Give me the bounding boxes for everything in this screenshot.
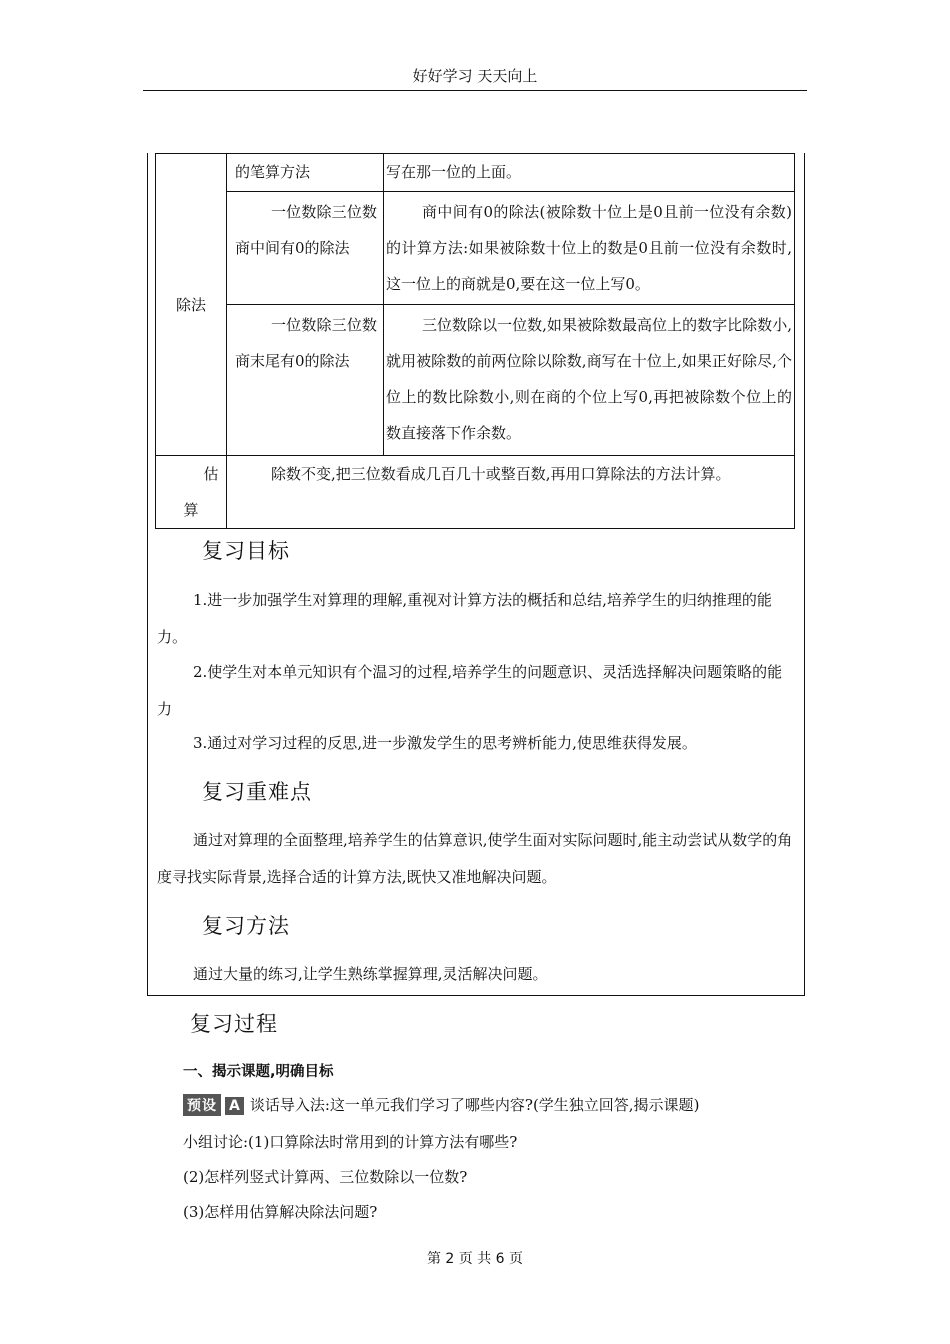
- table-row: [156, 154, 795, 192]
- table-row: [156, 192, 795, 305]
- preset-badge: 预设: [183, 1094, 221, 1116]
- division-label-cell: [156, 154, 227, 456]
- section-heading: 一、揭示课题,明确目标: [183, 1064, 334, 1080]
- method-title: 复习方法: [202, 914, 290, 938]
- process-title: 复习过程: [190, 1012, 278, 1036]
- page-footer: 第 2 页 共 6 页: [426, 1251, 524, 1267]
- method-text: 一位数除三位数商中间有0的除法: [235, 203, 377, 257]
- desc-text: 写在那一位的上面。: [386, 163, 522, 181]
- method-cell: [227, 192, 384, 305]
- goals-title: 复习目标: [202, 539, 290, 563]
- question-line: (3)怎样用估算解决除法问题?: [183, 1203, 378, 1221]
- table-row: [156, 305, 795, 456]
- page-header: 好好学习 天天向上: [143, 62, 807, 91]
- division-label: 除法: [175, 296, 206, 314]
- key-points-title: 复习重难点: [202, 780, 312, 804]
- intro-text: 谈话导入法:这一单元我们学习了哪些内容?(学生独立回答,揭示课题): [249, 1096, 700, 1114]
- question-line: (2)怎样列竖式计算两、三位数除以一位数?: [183, 1168, 468, 1186]
- intro-line: [183, 1094, 699, 1116]
- method-cell: [227, 154, 384, 192]
- table-row: [156, 456, 795, 529]
- method-text: 的笔算方法: [235, 163, 311, 181]
- desc-cell: [384, 154, 795, 192]
- desc-cell: [384, 305, 795, 456]
- discussion-line: 小组讨论:(1)口算除法时常用到的计算方法有哪些?: [183, 1133, 518, 1151]
- desc-text: 商中间有0的除法(被除数十位上是0且前一位没有余数)的计算方法:如果被除数十位上的数是0且前一位没有余数时,这一位上的商就是0,要在这一位上写0。: [386, 203, 792, 293]
- method-cell: [227, 305, 384, 456]
- desc-cell: [384, 192, 795, 305]
- estimate-label: 估: [203, 465, 219, 483]
- goal-item: 1.进一步加强学生对算理的理解,重视对计算方法的概括和总结,培养学生的归纳推理的能力。: [157, 591, 772, 646]
- key-points-text: 通过对算理的全面整理,培养学生的估算意识,使学生面对实际问题时,能主动尝试从数学的角度寻找实际背景,选择合适的计算方法,既快又准地解决问题。: [157, 831, 793, 886]
- estimate-desc-cell: [227, 456, 795, 529]
- review-table: [155, 153, 795, 529]
- method-text: 一位数除三位数商末尾有0的除法: [235, 316, 377, 370]
- goal-item: 3.通过对学习过程的反思,进一步激发学生的思考辨析能力,使思维获得发展。: [193, 734, 697, 752]
- estimate-label: 算: [183, 501, 199, 519]
- goal-item: 2.使学生对本单元知识有个温习的过程,培养学生的问题意识、灵活选择解决问题策略的能力: [157, 663, 783, 718]
- desc-text: 三位数除以一位数,如果被除数最高位上的数字比除数小,就用被除数的前两位除以除数,商写在十位上,如果正好除尽,个位上的数比除数小,则在商的个位上写0,再把被除数个位上的数直接落下作余数。: [386, 316, 792, 442]
- estimate-desc: 除数不变,把三位数看成几百几十或整百数,再用口算除法的方法计算。: [271, 465, 731, 483]
- estimate-label-cell: [156, 456, 227, 529]
- preset-letter-badge: A: [225, 1097, 244, 1115]
- method-text: 通过大量的练习,让学生熟练掌握算理,灵活解决问题。: [193, 965, 548, 983]
